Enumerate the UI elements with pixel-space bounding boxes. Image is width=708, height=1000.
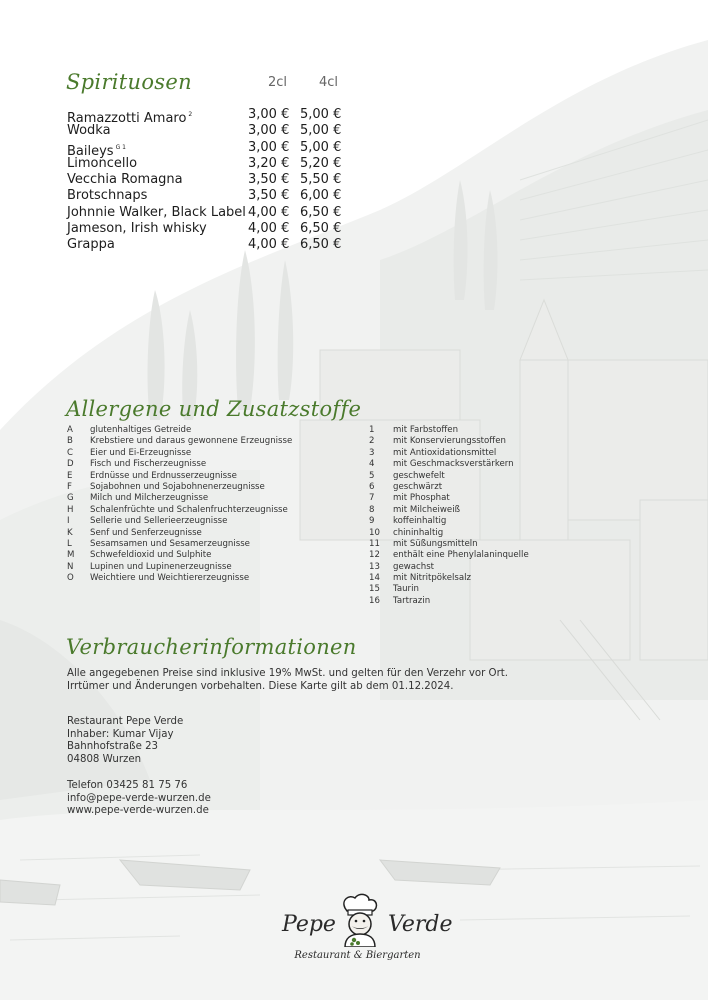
additive-code: 2 xyxy=(369,436,375,447)
price-4cl: 6,00 € xyxy=(300,188,342,204)
list-item xyxy=(67,188,342,204)
list-item xyxy=(369,505,529,516)
address-block xyxy=(67,716,183,766)
spirits-heading: Spirituosen xyxy=(66,70,192,94)
allergen-label: Sellerie und Sellerieerzeugnisse xyxy=(90,516,228,527)
list-item xyxy=(369,482,529,493)
allergen-code: D xyxy=(67,459,74,470)
list-item xyxy=(67,221,342,237)
additive-code: 13 xyxy=(369,561,380,572)
phone-number: Telefon 03425 81 75 76 xyxy=(67,780,188,791)
allergen-code: K xyxy=(67,527,73,538)
allergen-label: Sesamsamen und Sesamerzeugnisse xyxy=(90,538,250,549)
price-4cl: 5,00 € xyxy=(300,123,342,139)
additive-label: mit Konservierungsstoffen xyxy=(393,436,506,447)
price-2cl: 3,00 € xyxy=(248,139,290,155)
price-2cl: 4,00 € xyxy=(248,221,290,237)
allergen-label: Erdnüsse und Erdnusserzeugnisse xyxy=(90,470,237,481)
additive-label: mit Farbstoffen xyxy=(393,425,459,435)
list-item xyxy=(369,584,529,595)
spirit-name: Wodka xyxy=(67,123,111,139)
additive-code: 14 xyxy=(369,573,380,584)
additive-code: 7 xyxy=(369,493,375,504)
additive-code: 15 xyxy=(369,584,380,595)
additive-label: mit Geschmacksverstärkern xyxy=(393,459,514,470)
list-item xyxy=(67,505,292,516)
allergen-code: E xyxy=(67,470,73,481)
list-item xyxy=(67,550,292,561)
list-item xyxy=(369,596,529,607)
additive-label: mit Milcheiweiß xyxy=(393,504,461,515)
allergen-letter-list xyxy=(67,425,292,584)
allergen-label: Schwefeldioxid und Sulphite xyxy=(90,550,212,561)
additive-number-list xyxy=(369,425,529,607)
price-4cl: 6,50 € xyxy=(300,204,342,220)
street-address: Bahnhofstraße 23 xyxy=(67,741,159,753)
restaurant-name: Restaurant Pepe Verde xyxy=(67,716,184,727)
list-item xyxy=(67,516,292,527)
additive-label: mit Phosphat xyxy=(393,493,450,504)
additive-label: Tartrazin xyxy=(393,595,431,606)
list-item xyxy=(369,448,529,459)
price-2cl: 3,50 € xyxy=(248,188,290,204)
list-item xyxy=(67,139,342,159)
list-item xyxy=(67,562,292,573)
additive-code: 1 xyxy=(369,425,375,435)
price-2cl: 4,00 € xyxy=(248,204,290,220)
additive-code: 9 xyxy=(369,516,375,527)
price-2cl: 3,00 € xyxy=(248,123,290,139)
spirit-name: Grappa xyxy=(67,237,115,253)
consumer-info-line: Irrtümer und Änderungen vorbehalten. Diese Karte gilt ab dem 01.12.2024. xyxy=(67,681,454,692)
spirit-name: Baileys $^{G 1}$ xyxy=(67,143,126,159)
spirits-list xyxy=(67,107,342,254)
list-item xyxy=(67,436,292,447)
additive-label: mit Antioxidationsmittel xyxy=(393,447,497,458)
list-item xyxy=(67,172,342,188)
list-item xyxy=(67,573,292,584)
allergen-label: Lupinen und Lupinenerzeugnisse xyxy=(90,561,232,572)
price-4cl: 6,50 € xyxy=(300,237,342,253)
list-item xyxy=(67,205,342,221)
allergen-code: B xyxy=(67,436,73,447)
consumer-info-line: Alle angegebenen Preise sind inklusive 19% MwSt. und gelten für den Verzehr vor Ort. xyxy=(67,668,508,679)
spirit-name: Limoncello xyxy=(67,155,138,171)
allergen-code: I xyxy=(67,516,70,527)
allergen-code: L xyxy=(67,538,72,549)
additive-label: koffeinhaltig xyxy=(393,516,447,527)
logo-tagline: Restaurant & Biergarten xyxy=(294,950,421,961)
price-4cl: 5,50 € xyxy=(300,172,342,188)
allergen-label: glutenhaltiges Getreide xyxy=(90,425,192,435)
list-item xyxy=(67,156,342,172)
additive-label: geschwefelt xyxy=(393,470,445,481)
list-item xyxy=(67,237,342,253)
owner-name: Inhaber: Kumar Vijay xyxy=(67,728,174,740)
logo-word-pepe: Pepe xyxy=(282,912,336,937)
price-4cl: 5,20 € xyxy=(300,155,342,171)
spirit-name: Johnnie Walker, Black Label xyxy=(67,204,246,220)
price-2cl: 3,50 € xyxy=(248,172,290,188)
spirit-name: Vecchia Romagna xyxy=(67,172,183,188)
price-4cl: 6,50 € xyxy=(300,221,342,237)
chef-icon xyxy=(335,892,383,947)
allergen-note: 2 xyxy=(188,111,193,118)
allergen-code: H xyxy=(67,504,74,515)
list-item xyxy=(369,471,529,482)
allergen-code: F xyxy=(67,481,72,492)
allergen-label: Sojabohnen und Sojabohnenerzeugnisse xyxy=(90,481,265,492)
consumer-info-heading: Verbraucherinformationen xyxy=(66,635,357,659)
allergen-label: Fisch und Fischerzeugnisse xyxy=(90,459,207,470)
list-item xyxy=(369,516,529,527)
list-item xyxy=(369,539,529,550)
additive-code: 4 xyxy=(369,459,375,470)
additive-code: 3 xyxy=(369,447,375,458)
allergens-heading: Allergene und Zusatzstoffe xyxy=(66,397,362,421)
list-item xyxy=(369,425,529,436)
list-item xyxy=(67,448,292,459)
additive-code: 12 xyxy=(369,550,380,561)
spirit-name: Ramazzotti Amaro $^2$ xyxy=(67,111,193,126)
list-item xyxy=(369,528,529,539)
list-item xyxy=(369,436,529,447)
allergen-label: Senf und Senferzeugnisse xyxy=(90,527,202,538)
additive-label: gewachst xyxy=(393,561,435,572)
allergen-code: A xyxy=(67,425,73,435)
spirit-name: Jameson, Irish whisky xyxy=(67,221,207,237)
price-4cl: 5,00 € xyxy=(300,139,342,155)
additive-code: 5 xyxy=(369,470,375,481)
additive-label: mit Süßungsmitteln xyxy=(393,538,478,549)
list-item xyxy=(67,425,292,436)
additive-code: 6 xyxy=(369,481,375,492)
allergen-label: Schalenfrüchte und Schalenfruchterzeugnisse xyxy=(90,504,288,515)
additive-code: 8 xyxy=(369,504,375,515)
list-item xyxy=(369,550,529,561)
website-link[interactable]: www.pepe-verde-wurzen.de xyxy=(67,805,209,817)
additive-code: 11 xyxy=(369,538,380,549)
logo-word-verde: Verde xyxy=(388,912,453,937)
list-item xyxy=(67,539,292,550)
list-item xyxy=(67,123,342,139)
allergen-label: Milch und Milcherzeugnisse xyxy=(90,493,209,504)
list-item xyxy=(67,459,292,470)
contact-block xyxy=(67,780,211,818)
restaurant-logo xyxy=(270,890,453,975)
additive-label: enthält eine Phenylalaninquelle xyxy=(393,550,529,561)
additive-label: mit Nitritpökelsalz xyxy=(393,573,472,584)
allergen-code: O xyxy=(67,573,74,584)
price-2cl: 3,20 € xyxy=(248,155,290,171)
allergen-note: G 1 xyxy=(115,143,126,151)
email-address[interactable]: info@pepe-verde-wurzen.de xyxy=(67,792,211,804)
additive-label: chininhaltig xyxy=(393,527,444,538)
list-item xyxy=(369,459,529,470)
column-header-4cl: 4cl xyxy=(319,75,339,90)
list-item xyxy=(67,528,292,539)
list-item xyxy=(67,471,292,482)
list-item xyxy=(67,107,342,126)
allergen-code: G xyxy=(67,493,74,504)
list-item xyxy=(369,573,529,584)
additive-code: 16 xyxy=(369,595,380,606)
allergen-code: N xyxy=(67,561,74,572)
allergen-label: Weichtiere und Weichtiererzeugnisse xyxy=(90,573,250,584)
city-address: 04808 Wurzen xyxy=(67,753,142,765)
list-item xyxy=(369,562,529,573)
column-header-2cl: 2cl xyxy=(268,75,288,90)
list-item xyxy=(67,493,292,504)
additive-label: geschwärzt xyxy=(393,481,443,492)
allergen-code: C xyxy=(67,447,74,458)
price-4cl: 5,00 € xyxy=(300,107,342,122)
allergen-label: Eier und Ei-Erzeugnisse xyxy=(90,447,192,458)
list-item xyxy=(369,493,529,504)
allergen-code: M xyxy=(67,550,75,561)
additive-code: 10 xyxy=(369,527,380,538)
allergen-label: Krebstiere und daraus gewonnene Erzeugnisse xyxy=(90,436,293,447)
additive-label: Taurin xyxy=(393,584,419,595)
list-item xyxy=(67,482,292,493)
spirit-name: Brotschnaps xyxy=(67,188,148,204)
price-2cl: 3,00 € xyxy=(248,107,290,122)
price-2cl: 4,00 € xyxy=(248,237,290,253)
